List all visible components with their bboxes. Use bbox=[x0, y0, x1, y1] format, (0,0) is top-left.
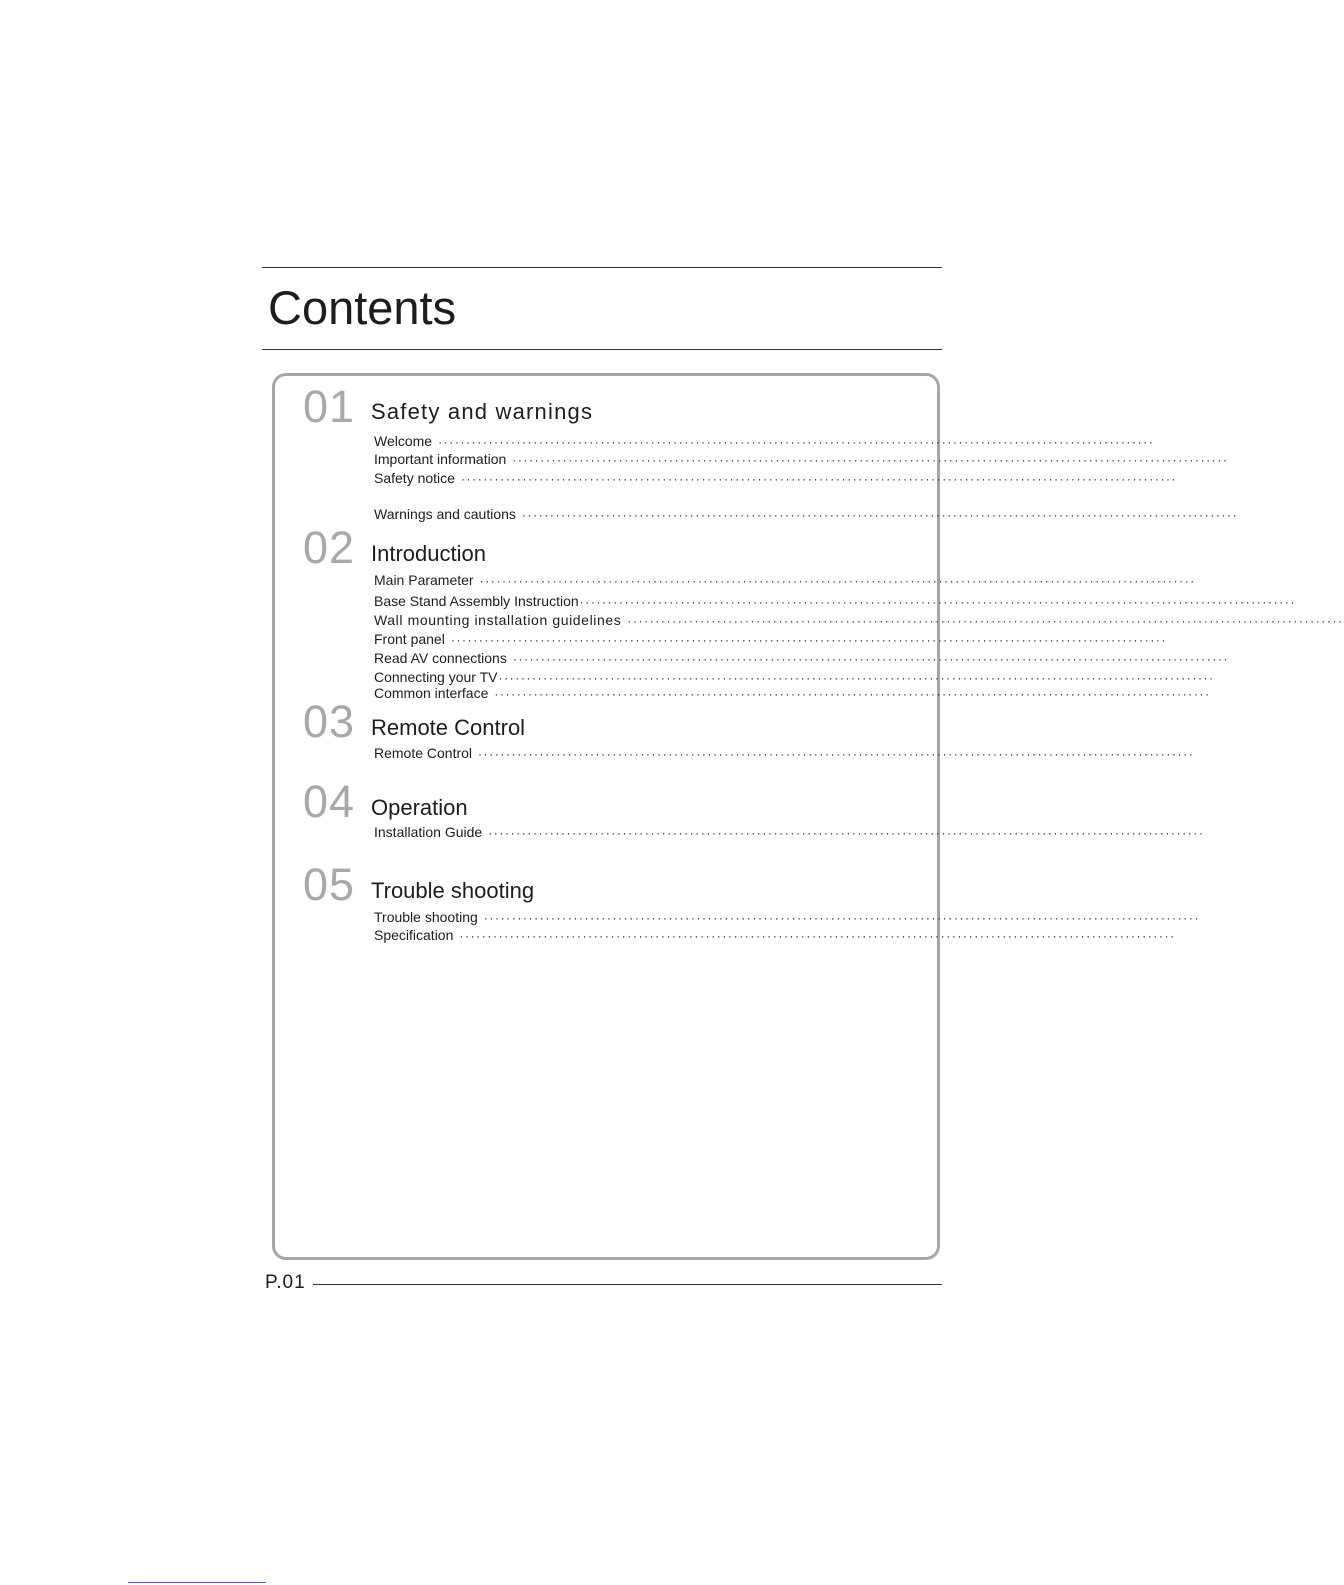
toc-entry-label: Important information bbox=[374, 451, 507, 467]
dot-leader: ································································································································ bbox=[438, 435, 1155, 449]
toc-entry-label: Connecting your TV bbox=[374, 669, 498, 685]
toc-entry-label: Wall mounting installation guidelines bbox=[374, 612, 622, 628]
dot-leader: ································································································································ bbox=[627, 614, 1344, 628]
toc-entry[interactable] bbox=[374, 433, 1155, 449]
dot-leader: ································································································································ bbox=[512, 453, 1229, 467]
section-number: 05 bbox=[303, 859, 356, 910]
dot-leader: ································································································································ bbox=[479, 574, 1196, 588]
toc-entry[interactable] bbox=[374, 631, 1168, 647]
section-number: 03 bbox=[303, 696, 356, 747]
dot-leader: ································································································································ bbox=[498, 671, 1215, 685]
section-title: Trouble shooting bbox=[371, 878, 535, 903]
toc-entry[interactable] bbox=[374, 470, 1178, 486]
toc-entry-label: Front panel bbox=[374, 631, 445, 647]
title-underline bbox=[262, 349, 942, 350]
toc-entry[interactable] bbox=[374, 745, 1195, 761]
page-number: P.01 bbox=[265, 1272, 306, 1293]
page-title: Contents bbox=[268, 281, 457, 334]
section-number: 04 bbox=[303, 776, 356, 827]
dot-leader: ································································································································ bbox=[488, 826, 1205, 840]
section-title: Operation bbox=[371, 795, 468, 820]
footer-rule bbox=[313, 1284, 942, 1285]
toc-entry-label: Common interface bbox=[374, 685, 489, 701]
bottom-link-underline[interactable] bbox=[128, 1582, 266, 1583]
toc-entry[interactable] bbox=[374, 824, 1205, 840]
dot-leader: ································································································································ bbox=[483, 911, 1201, 925]
toc-entry[interactable] bbox=[374, 650, 1230, 666]
top-rule bbox=[262, 267, 942, 268]
section-number: 01 bbox=[303, 381, 356, 432]
dot-leader: ································································································································ bbox=[579, 595, 1296, 609]
section-number: 02 bbox=[303, 522, 356, 573]
toc-entry[interactable] bbox=[374, 593, 1296, 609]
toc-entry-label: Read AV connections bbox=[374, 650, 507, 666]
toc-entry-label: Safety notice bbox=[374, 470, 455, 486]
toc-entry[interactable] bbox=[374, 927, 1176, 943]
toc-entry[interactable] bbox=[374, 572, 1196, 588]
toc-entry-label: Welcome bbox=[374, 433, 433, 449]
toc-entry[interactable] bbox=[374, 451, 1229, 467]
dot-leader: ································································································································ bbox=[512, 652, 1230, 666]
toc-entry[interactable] bbox=[374, 685, 1211, 701]
dot-leader: ································································································································ bbox=[459, 929, 1176, 943]
section-title: Remote Control bbox=[371, 715, 526, 740]
toc-entry-label: Main Parameter bbox=[374, 572, 474, 588]
toc-entry-label: Warnings and cautions bbox=[374, 506, 516, 522]
toc-entry[interactable] bbox=[374, 612, 1344, 628]
toc-entry-label: Installation Guide bbox=[374, 824, 483, 840]
toc-entry[interactable] bbox=[374, 909, 1201, 925]
dot-leader: ································································································································ bbox=[521, 508, 1239, 522]
dot-leader: ································································································································ bbox=[460, 472, 1178, 486]
toc-entry[interactable] bbox=[374, 506, 1239, 522]
dot-leader: ································································································································ bbox=[494, 687, 1211, 701]
dot-leader: ································································································································ bbox=[478, 747, 1195, 761]
toc-entry-label: Specification bbox=[374, 927, 454, 943]
dot-leader: ································································································································ bbox=[450, 633, 1168, 647]
toc-entry[interactable] bbox=[374, 669, 1215, 685]
toc-entry-label: Remote Control bbox=[374, 745, 473, 761]
section-title: Safety and warnings bbox=[371, 399, 594, 424]
toc-entry-label: Trouble shooting bbox=[374, 909, 478, 925]
section-title: Introduction bbox=[371, 541, 486, 566]
toc-entry-label: Base Stand Assembly Instruction bbox=[374, 593, 579, 609]
